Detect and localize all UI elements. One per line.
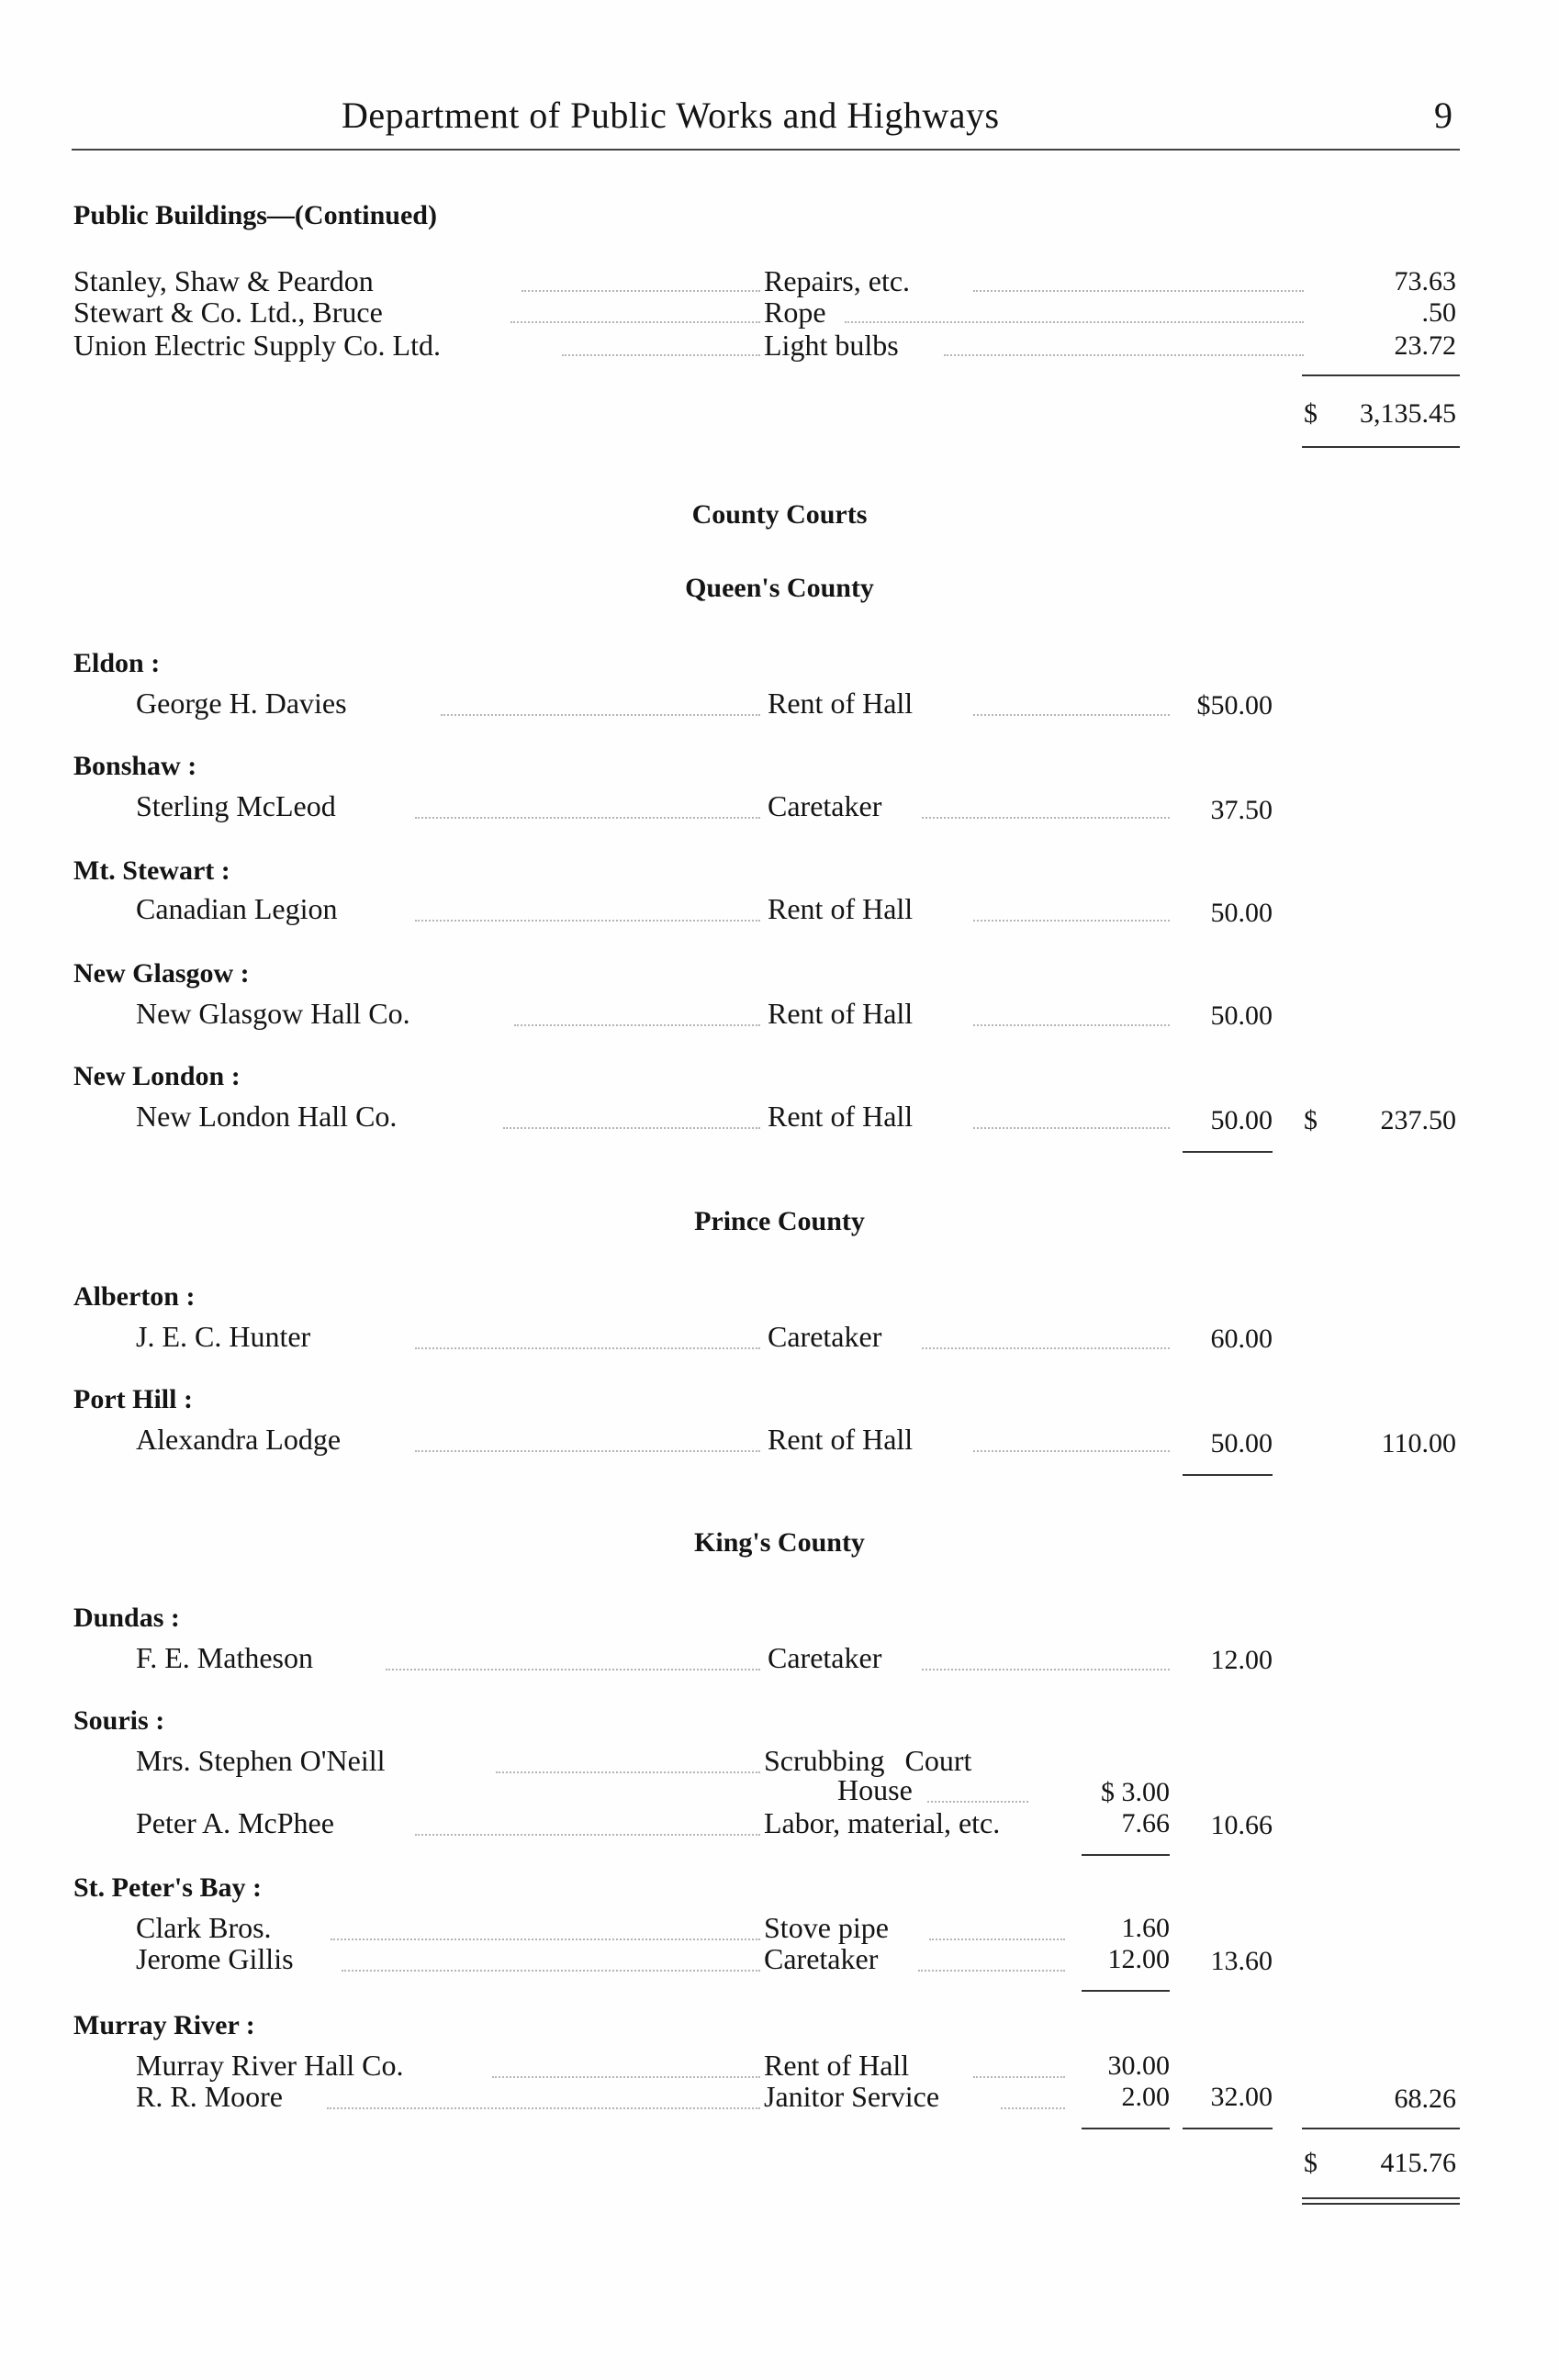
description: Caretaker — [768, 1320, 882, 1353]
amount: 30.00 — [1107, 2050, 1170, 2081]
dot-leader — [845, 321, 1304, 323]
payee: Jerome Gillis — [136, 1942, 294, 1975]
amount: 50.00 — [1210, 1000, 1273, 1031]
dot-leader — [415, 1347, 760, 1349]
queens-county-total: 237.50 — [1380, 1105, 1456, 1135]
description: Rent of Hall — [768, 1100, 914, 1133]
dot-leader — [415, 817, 760, 819]
place-label: Murray River : — [73, 2010, 255, 2040]
amount: .50 — [1421, 297, 1456, 328]
amount: 2.00 — [1121, 2082, 1170, 2112]
dot-leader — [514, 1024, 760, 1026]
place-label: Bonshaw : — [73, 751, 197, 781]
amount: $50.00 — [1196, 690, 1273, 721]
dot-leader — [415, 1450, 760, 1452]
description: Rent of Hall — [768, 687, 914, 720]
dot-leader — [496, 1771, 760, 1773]
description: Rope — [764, 296, 826, 329]
amount: 1.60 — [1121, 1913, 1170, 1943]
payee: Union Electric Supply Co. Ltd. — [73, 329, 441, 362]
kings-county-heading: King's County — [694, 1527, 865, 1558]
amount: 7.66 — [1121, 1808, 1170, 1838]
payee: Stewart & Co. Ltd., Bruce — [73, 296, 383, 329]
payee: New London Hall Co. — [136, 1100, 398, 1133]
dot-leader — [973, 714, 1170, 716]
dot-leader — [922, 1347, 1170, 1349]
amount: 12.00 — [1210, 1645, 1273, 1675]
dot-leader — [929, 1939, 1065, 1940]
payee: R. R. Moore — [136, 2080, 283, 2113]
dot-leader — [386, 1669, 760, 1670]
currency-symbol: $ — [1304, 398, 1318, 429]
description: Janitor Service — [764, 2080, 940, 2113]
sum-rule — [1082, 1990, 1170, 1992]
currency-symbol: $ — [1304, 2148, 1318, 2178]
sum-rule — [1082, 2128, 1170, 2129]
payee: F. E. Matheson — [136, 1641, 313, 1674]
subtotal: 13.60 — [1210, 1946, 1273, 1976]
dot-leader — [973, 290, 1304, 292]
public-buildings-total: 3,135.45 — [1360, 398, 1456, 429]
amount: 50.00 — [1210, 898, 1273, 928]
description: Light bulbs — [764, 329, 899, 362]
payee: New Glasgow Hall Co. — [136, 997, 410, 1030]
description-line: Scrubbing Court — [764, 1744, 972, 1777]
dot-leader — [522, 290, 760, 292]
place-label: Mt. Stewart : — [73, 855, 230, 886]
place-label: St. Peter's Bay : — [73, 1872, 262, 1903]
prince-county-total: 110.00 — [1381, 1428, 1456, 1458]
queens-county-heading: Queen's County — [685, 573, 874, 603]
payee: Sterling McLeod — [136, 789, 336, 822]
description: Repairs, etc. — [764, 264, 911, 297]
dot-leader — [327, 2107, 760, 2109]
dot-leader — [510, 321, 760, 323]
dot-leader — [922, 1669, 1170, 1670]
page-number: 9 — [1434, 95, 1452, 136]
payee: Peter A. McPhee — [136, 1806, 334, 1839]
payee: J. E. C. Hunter — [136, 1320, 311, 1353]
dot-leader — [944, 354, 1304, 356]
payee: George H. Davies — [136, 687, 347, 720]
dot-leader — [973, 1024, 1170, 1026]
sum-rule — [1302, 374, 1460, 376]
amount: 23.72 — [1394, 330, 1456, 361]
page-header-title: Department of Public Works and Highways — [342, 95, 1000, 136]
description: Stove pipe — [764, 1911, 889, 1944]
amount: 50.00 — [1210, 1105, 1273, 1135]
dot-leader — [927, 1801, 1028, 1803]
description: Caretaker — [768, 1641, 882, 1674]
currency-symbol: $ — [1304, 1105, 1318, 1135]
payee: Canadian Legion — [136, 892, 338, 925]
description-continued: House — [837, 1773, 913, 1806]
dot-leader — [973, 1127, 1170, 1129]
place-label: Souris : — [73, 1705, 165, 1736]
total-rule — [1302, 2203, 1460, 2205]
description: Rent of Hall — [768, 1423, 914, 1456]
total-rule — [1302, 2197, 1460, 2199]
sum-rule — [1183, 1474, 1273, 1476]
dot-leader — [342, 1970, 760, 1972]
prince-county-heading: Prince County — [694, 1206, 865, 1236]
dot-leader — [415, 1834, 760, 1836]
dot-leader — [331, 1939, 760, 1940]
amount: 50.00 — [1210, 1428, 1273, 1458]
total-rule — [1302, 446, 1460, 448]
description: Caretaker — [764, 1942, 879, 1975]
place-label: Alberton : — [73, 1281, 196, 1312]
section-heading-public-buildings: Public Buildings—(Continued) — [73, 200, 437, 230]
place-label: Dundas : — [73, 1603, 180, 1633]
payee: Clark Bros. — [136, 1911, 272, 1944]
county-courts-grand-total: 415.76 — [1380, 2148, 1456, 2178]
place-label: New London : — [73, 1061, 241, 1091]
dot-leader — [492, 2076, 760, 2078]
description: Caretaker — [768, 789, 882, 822]
description: Rent of Hall — [764, 2049, 910, 2082]
dot-leader — [973, 920, 1170, 922]
place-label: New Glasgow : — [73, 958, 250, 989]
description: Rent of Hall — [768, 892, 914, 925]
description: Rent of Hall — [768, 997, 914, 1030]
payee: Stanley, Shaw & Peardon — [73, 264, 374, 297]
amount: 37.50 — [1210, 795, 1273, 825]
dot-leader — [973, 2076, 1065, 2078]
amount: 73.63 — [1394, 266, 1456, 296]
sum-rule — [1183, 1151, 1273, 1153]
sum-rule — [1183, 2128, 1273, 2129]
payee: Alexandra Lodge — [136, 1423, 342, 1456]
sum-rule — [1302, 2128, 1460, 2129]
sum-rule — [1082, 1854, 1170, 1856]
dot-leader — [441, 714, 760, 716]
kings-county-total: 68.26 — [1394, 2084, 1456, 2114]
dot-leader — [973, 1450, 1170, 1452]
amount: 60.00 — [1210, 1324, 1273, 1354]
amount: 12.00 — [1107, 1944, 1170, 1974]
dot-leader — [503, 1127, 760, 1129]
dot-leader — [922, 817, 1170, 819]
subtotal: 32.00 — [1210, 2082, 1273, 2112]
dot-leader — [918, 1970, 1065, 1972]
dot-leader — [562, 354, 760, 356]
payee: Mrs. Stephen O'Neill — [136, 1744, 386, 1777]
header-rule — [72, 149, 1460, 151]
dot-leader — [415, 920, 760, 922]
place-label: Port Hill : — [73, 1384, 193, 1414]
place-label: Eldon : — [73, 648, 161, 678]
description: Labor, material, etc. — [764, 1806, 1001, 1839]
amount: $ 3.00 — [1101, 1777, 1170, 1807]
county-courts-heading: County Courts — [691, 499, 868, 530]
payee: Murray River Hall Co. — [136, 2049, 404, 2082]
subtotal: 10.66 — [1210, 1810, 1273, 1840]
